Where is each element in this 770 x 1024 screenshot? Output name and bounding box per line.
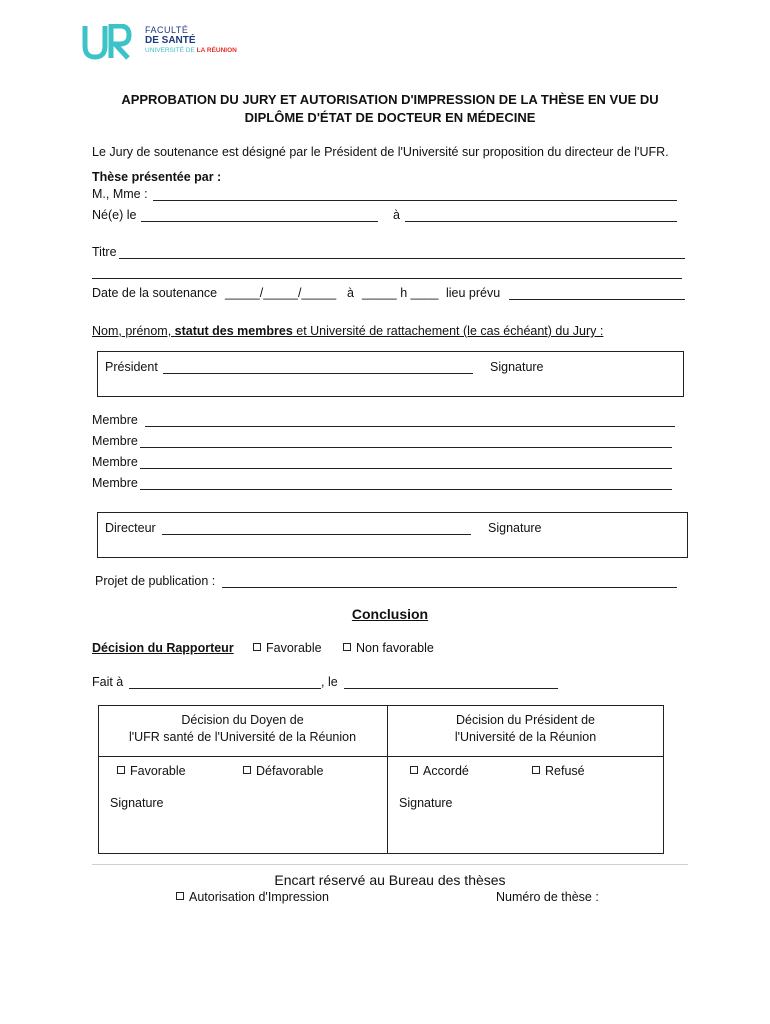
- name-label: M., Mme :: [92, 187, 148, 201]
- logo-line-3b: LA RÉUNION: [196, 47, 237, 54]
- bureau-autorisation-label: Autorisation d'Impression: [189, 890, 329, 904]
- bureau-autorisation-option[interactable]: [176, 890, 329, 904]
- date-label: Date de la soutenance: [92, 286, 218, 300]
- decision-table: [98, 705, 664, 854]
- member-field-4[interactable]: [140, 489, 672, 490]
- rapporteur-non-favorable-option[interactable]: [343, 641, 434, 655]
- doyen-favorable-option[interactable]: [117, 764, 186, 778]
- president-decision-signature-label: Signature: [399, 796, 453, 810]
- jury-heading: [92, 324, 603, 338]
- checkbox-icon[interactable]: [253, 643, 261, 651]
- these-heading: Thèse présentée par :: [92, 170, 222, 184]
- jury-heading-part1: Nom, prénom,: [92, 324, 175, 338]
- conclusion-heading: Conclusion: [351, 606, 429, 622]
- president-refuse-label: Refusé: [545, 764, 585, 778]
- logo-line-2: DE SANTÉ: [145, 35, 196, 46]
- member-field-3[interactable]: [140, 468, 672, 469]
- rapporteur-favorable-option[interactable]: [253, 641, 322, 655]
- fait-le-label: , le: [321, 675, 338, 689]
- directeur-signature-label: Signature: [488, 521, 542, 535]
- doyen-signature-label: Signature: [110, 796, 164, 810]
- president-decision-heading-1: Décision du Président de: [456, 713, 595, 727]
- doyen-defavorable-option[interactable]: [243, 764, 323, 778]
- lieu-field[interactable]: [509, 299, 685, 300]
- checkbox-icon[interactable]: [176, 892, 184, 900]
- bureau-title: Encart réservé au Bureau des thèses: [274, 872, 506, 888]
- checkbox-icon[interactable]: [532, 766, 540, 774]
- time-field[interactable]: _____ h ____: [362, 286, 439, 300]
- doyen-heading-2: l'UFR santé de l'Université de la Réunion: [128, 730, 357, 744]
- directeur-field[interactable]: [162, 534, 471, 535]
- president-label: Président: [105, 360, 158, 374]
- born-date-field[interactable]: [141, 221, 378, 222]
- lieu-label: lieu prévu: [446, 286, 501, 300]
- directeur-box: [97, 512, 688, 558]
- doyen-favorable-label: Favorable: [130, 764, 186, 778]
- titre-field[interactable]: [119, 258, 685, 259]
- member-field-1[interactable]: [145, 426, 675, 427]
- born-label: Né(e) le: [92, 208, 137, 222]
- president-accorde-label: Accordé: [423, 764, 469, 778]
- directeur-label: Directeur: [105, 521, 156, 535]
- titre-field-2[interactable]: [92, 278, 682, 279]
- date-a-label: à: [347, 286, 354, 300]
- title-line-1: APPROBATION DU JURY ET AUTORISATION D'IMPRESSION DE LA THÈSE EN VUE DU: [121, 92, 659, 107]
- bureau-divider: [92, 864, 688, 865]
- member-label-2: Membre: [92, 434, 138, 448]
- member-label-4: Membre: [92, 476, 138, 490]
- president-signature-label: Signature: [490, 360, 544, 374]
- projet-field[interactable]: [222, 587, 677, 588]
- president-box: [97, 351, 684, 397]
- title-line-2: DIPLÔME D'ÉTAT DE DOCTEUR EN MÉDECINE: [244, 110, 536, 125]
- rapporteur-non-favorable-label: Non favorable: [356, 641, 434, 655]
- logo-line-3: [145, 47, 237, 54]
- bureau-numero-label: Numéro de thèse :: [496, 890, 599, 904]
- logo-line-1: FACULTÉ: [145, 25, 189, 35]
- doyen-heading-1: Décision du Doyen de: [181, 713, 304, 727]
- member-field-2[interactable]: [140, 447, 672, 448]
- checkbox-icon[interactable]: [117, 766, 125, 774]
- jury-heading-bold: statut des membres: [174, 324, 293, 338]
- intro-text: Le Jury de soutenance est désigné par le Président de l'Université sur proposition du directeur de l'UFR.: [92, 145, 669, 159]
- date-field[interactable]: _____/_____/_____: [225, 286, 337, 300]
- checkbox-icon[interactable]: [410, 766, 418, 774]
- ur-logo-mark: [82, 24, 132, 60]
- decision-table-divider: [387, 705, 388, 854]
- titre-label: Titre: [92, 245, 117, 259]
- doyen-defavorable-label: Défavorable: [256, 764, 324, 778]
- logo-line-3a: UNIVERSITÉ DE: [145, 47, 195, 54]
- president-decision-heading-2: l'Université de la Réunion: [454, 730, 597, 744]
- president-refuse-option[interactable]: [532, 764, 585, 778]
- fait-date-field[interactable]: [344, 688, 558, 689]
- checkbox-icon[interactable]: [243, 766, 251, 774]
- jury-heading-part2: et Université de rattachement (le cas échéant) du Jury :: [292, 324, 604, 338]
- president-field[interactable]: [163, 373, 473, 374]
- fait-place-field[interactable]: [129, 688, 321, 689]
- rapporteur-favorable-label: Favorable: [266, 641, 322, 655]
- born-at-label: à: [393, 208, 400, 222]
- name-field[interactable]: [153, 200, 677, 201]
- fait-label: Fait à: [92, 675, 124, 689]
- projet-label: Projet de publication :: [95, 574, 216, 588]
- member-label-1: Membre: [92, 413, 138, 427]
- rapporteur-label: Décision du Rapporteur: [92, 641, 234, 655]
- member-label-3: Membre: [92, 455, 138, 469]
- checkbox-icon[interactable]: [343, 643, 351, 651]
- decision-table-row-divider: [98, 756, 664, 757]
- born-place-field[interactable]: [405, 221, 677, 222]
- president-accorde-option[interactable]: [410, 764, 469, 778]
